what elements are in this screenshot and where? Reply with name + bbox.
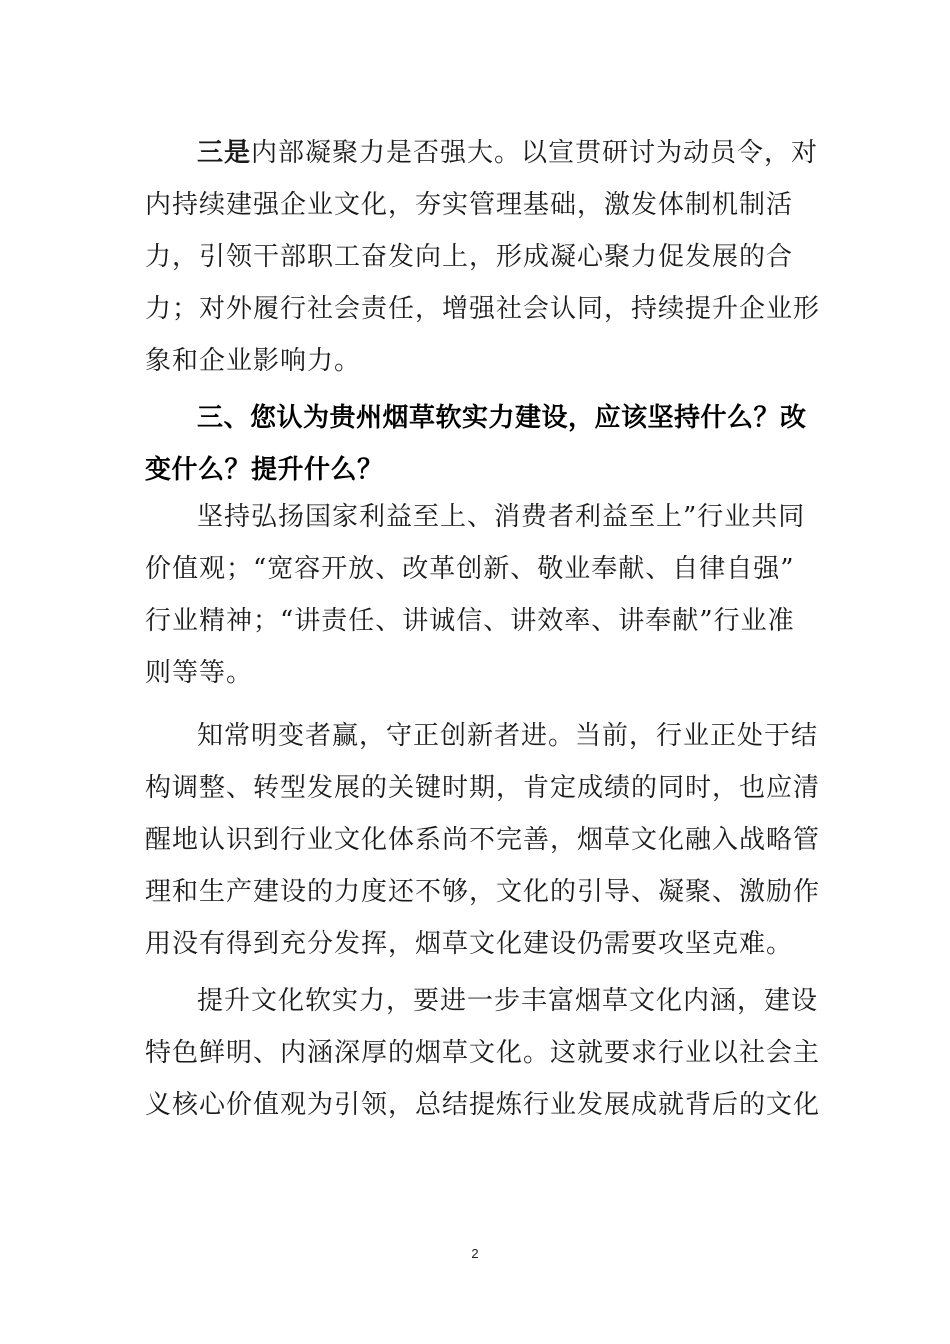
paragraph-line: 构调整、转型发展的关键时期，肯定成绩的同时，也应清 (145, 773, 821, 803)
paragraph-line: 提升文化软实力，要进一步丰富烟草文化内涵，建设 (197, 986, 819, 1016)
paragraph-line: 坚持弘扬国家利益至上、消费者利益至上”行业共同 (197, 502, 806, 532)
paragraph-lead: 三是 (197, 138, 252, 168)
paragraph-text: 内部凝聚力是否强大。以宣贯研讨为动员令，对 (251, 138, 819, 168)
paragraph-line: 特色鲜明、内涵深厚的烟草文化。这就要求行业以社会主 (145, 1038, 821, 1068)
heading-line: 变什么？提升什么？ (145, 455, 384, 485)
paragraph-line: 义核心价值观为引领，总结提炼行业发展成就背后的文化 (145, 1090, 821, 1120)
section-heading (145, 392, 805, 496)
paragraph-line: 行业精神；“讲责任、讲诚信、讲效率、讲奉献”行业准 (145, 606, 795, 636)
heading-line: 三、您认为贵州烟草软实力建设，应该坚持什么？改 (197, 403, 807, 433)
paragraph-p2 (145, 491, 805, 699)
paragraph-line: 醒地认识到行业文化体系尚不完善，烟草文化融入战略管 (145, 825, 821, 855)
paragraph-p1 (145, 127, 821, 387)
paragraph-line: 内持续建强企业文化，夯实管理基础，激发体制机制活 (145, 190, 794, 220)
paragraph-line (145, 127, 819, 179)
paragraph-line: 用没有得到充分发挥，烟草文化建设仍需要攻坚克难。 (145, 929, 794, 959)
paragraph-line: 力，引领干部职工奋发向上，形成凝心聚力促发展的合 (145, 242, 794, 272)
paragraph-line: 价值观；“宽容开放、改革创新、敬业奉献、自律自强” (145, 554, 795, 584)
paragraph-line: 知常明变者赢，守正创新者进。当前，行业正处于结 (197, 721, 819, 751)
paragraph-line: 力；对外履行社会责任，增强社会认同，持续提升企业形 (145, 294, 821, 324)
paragraph-line: 理和生产建设的力度还不够，文化的引导、凝聚、激励作 (145, 877, 821, 907)
paragraph-line: 象和企业影响力。 (145, 346, 362, 376)
paragraph-p4 (145, 975, 821, 1131)
page-number: 2 (471, 1246, 479, 1261)
paragraph-line: 则等等。 (145, 658, 254, 688)
paragraph-p3 (145, 710, 821, 970)
